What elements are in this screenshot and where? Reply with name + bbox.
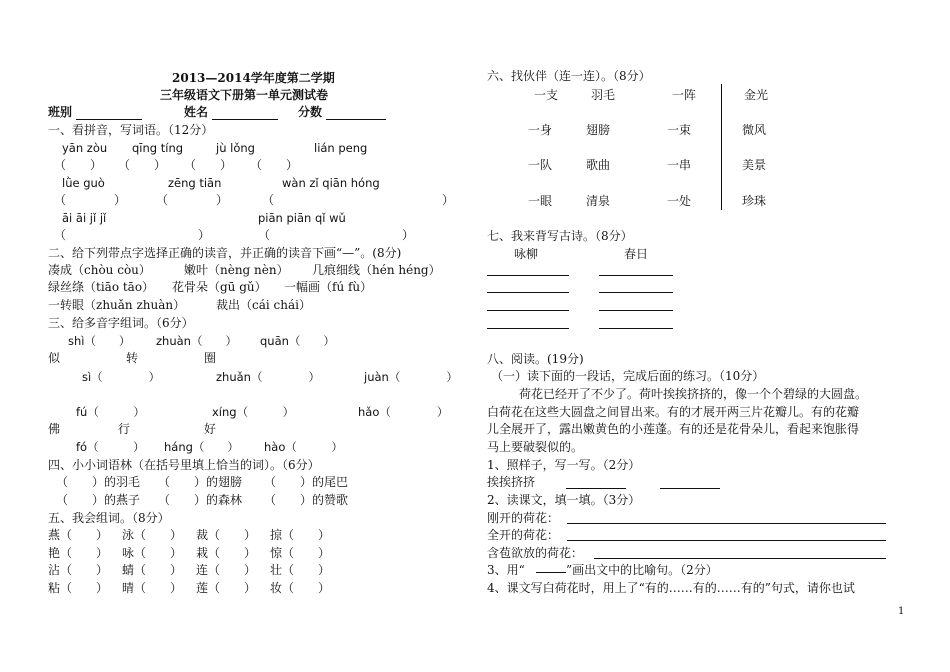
- score-label: 分数: [298, 105, 323, 119]
- word-blank[interactable]: 栽（ ）: [196, 546, 257, 560]
- polyphone-blank[interactable]: shì（ ）: [68, 334, 131, 348]
- pinyin: piān piān qǐ wǔ: [258, 211, 346, 225]
- polyphone-char: 圈: [204, 351, 217, 365]
- reading-choice[interactable]: 裁出（cái chái）: [216, 298, 311, 312]
- phrase-blank[interactable]: （ ）的燕子: [56, 493, 141, 507]
- answer-blank[interactable]: （ ）: [184, 158, 233, 172]
- poem-line[interactable]: [599, 275, 673, 276]
- polyphone-blank[interactable]: háng（ ）: [164, 440, 239, 454]
- match-item[interactable]: 翅膀: [586, 123, 611, 137]
- reading-choice[interactable]: 绿丝绦（tiāo tāo）: [48, 280, 155, 294]
- answer-line[interactable]: [567, 540, 886, 541]
- reading-choice[interactable]: 一幅画（fú fù）: [284, 280, 373, 294]
- pinyin: qīng tíng: [132, 141, 184, 155]
- poem-line[interactable]: [487, 275, 569, 276]
- polyphone-blank[interactable]: hào（ ）: [264, 440, 343, 454]
- pinyin: lǜe guò: [62, 176, 105, 190]
- word-blank[interactable]: 沾（ ）: [48, 563, 109, 577]
- word-blank[interactable]: 裁（ ）: [196, 528, 257, 542]
- word-blank[interactable]: 咏（ ）: [122, 546, 183, 560]
- word-blank[interactable]: 泳（ ）: [122, 528, 183, 542]
- word-blank[interactable]: 艳（ ）: [48, 546, 109, 560]
- pinyin: zēng tiān: [168, 176, 222, 190]
- poem-line[interactable]: [487, 310, 569, 311]
- fill-label: 含苞欲放的荷花：: [487, 546, 584, 560]
- polyphone-blank[interactable]: juàn（ ）: [364, 370, 458, 384]
- phrase-blank[interactable]: （ ）的翅膀: [158, 475, 243, 489]
- answer-line[interactable]: [594, 558, 886, 559]
- reading-subheading: （一）读下面的一段话，完成后面的练习。（10分）: [491, 369, 765, 383]
- answer-blank[interactable]: （ ）: [258, 228, 415, 242]
- word-blank[interactable]: 惊（ ）: [270, 546, 331, 560]
- match-item[interactable]: 一眼: [528, 194, 553, 208]
- pinyin: āi āi jǐ jǐ: [62, 211, 107, 225]
- polyphone-blank[interactable]: zhuàn（ ）: [156, 334, 237, 348]
- passage-line: 马上要破裂似的。: [487, 440, 584, 454]
- answer-blank[interactable]: （ ）: [54, 158, 103, 172]
- phrase-blank[interactable]: （ ）的羽毛: [56, 475, 141, 489]
- match-item[interactable]: 歌曲: [586, 158, 611, 172]
- fill-label: 全开的荷花：: [487, 528, 560, 542]
- pinyin: lián peng: [314, 141, 368, 155]
- answer-blank[interactable]: （ ）: [250, 158, 299, 172]
- section4-heading: 四、小小词语林（在括号里填上恰当的词）。（6分）: [48, 458, 320, 472]
- reading-choice[interactable]: 嫩叶（nèng nèn）: [184, 263, 289, 277]
- poem-line[interactable]: [599, 328, 673, 329]
- match-item[interactable]: 一支: [534, 88, 559, 102]
- word-blank[interactable]: 蜻（ ）: [122, 563, 183, 577]
- name-label: 姓名: [184, 105, 209, 119]
- phrase-blank[interactable]: （ ）的赞歌: [264, 493, 349, 507]
- poem-line[interactable]: [487, 328, 569, 329]
- name-blank: [212, 119, 278, 120]
- polyphone-blank[interactable]: zhuǎn（ ）: [216, 370, 320, 384]
- reading-choice[interactable]: 几痕细线（hén héng）: [312, 263, 441, 277]
- reading-choice[interactable]: 花骨朵（gū gǔ）: [172, 280, 267, 294]
- question-2: 2、读课文，填一填。（3分）: [487, 493, 641, 507]
- section8-heading: 八、阅读。(19分): [487, 352, 584, 366]
- question-3-suffix: ”画出文中的比喻句。（2分）: [566, 563, 718, 577]
- phrase-blank[interactable]: （ ）的森林: [158, 493, 243, 507]
- score-blank: [326, 119, 386, 120]
- exam-title: 三年级语文下册第一单元测试卷: [160, 88, 329, 102]
- answer-blank[interactable]: （ ）: [156, 193, 229, 207]
- polyphone-char: 佛: [48, 422, 61, 436]
- word-blank[interactable]: 掠（ ）: [270, 528, 331, 542]
- section1-heading: 一、看拼音，写词语。（12分）: [48, 123, 214, 137]
- section3-heading: 三、给多音字组词。（6分）: [48, 316, 194, 330]
- polyphone-blank[interactable]: fú（ ）: [76, 405, 145, 419]
- answer-blank[interactable]: （ ）: [54, 228, 211, 242]
- exam-title-year: 2013—2014学年度第二学期: [172, 71, 335, 85]
- word-blank[interactable]: 壮（ ）: [270, 563, 331, 577]
- polyphone-blank[interactable]: hǎo（ ）: [358, 405, 449, 419]
- word-blank[interactable]: 粘（ ）: [48, 581, 109, 595]
- answer-line[interactable]: [566, 488, 626, 489]
- page-number: 1: [898, 606, 905, 617]
- match-item[interactable]: 美景: [742, 158, 767, 172]
- question-3-prefix: 3、用“: [487, 563, 525, 577]
- answer-blank[interactable]: （ ）: [118, 158, 167, 172]
- poem-line[interactable]: [599, 292, 673, 293]
- match-item[interactable]: 一队: [528, 158, 553, 172]
- polyphone-char: 似: [48, 351, 61, 365]
- match-item[interactable]: 一身: [528, 123, 553, 137]
- match-item[interactable]: 微风: [742, 123, 767, 137]
- phrase-blank[interactable]: （ ）的尾巴: [264, 475, 349, 489]
- polyphone-blank[interactable]: xíng（ ）: [212, 405, 295, 419]
- question-4: 4、课文写白荷花时，用上了“有的……有的……有的”句式，请你也试: [487, 581, 855, 595]
- polyphone-blank[interactable]: quān（ ）: [260, 334, 335, 348]
- matching-divider: [721, 84, 722, 210]
- word-blank[interactable]: 莲（ ）: [196, 581, 257, 595]
- match-item[interactable]: 羽毛: [591, 88, 616, 102]
- class-blank: [76, 119, 142, 120]
- polyphone-char: 好: [204, 422, 217, 436]
- question-1: 1、照样子，写一写。（2分）: [487, 458, 641, 472]
- word-blank[interactable]: 燕（ ）: [48, 528, 109, 542]
- match-item[interactable]: 一阵: [672, 88, 697, 102]
- polyphone-char: 行: [118, 422, 131, 436]
- section6-heading: 六、找伙伴（连一连）。（8分）: [487, 69, 651, 83]
- word-blank[interactable]: 连（ ）: [196, 563, 257, 577]
- reading-choice[interactable]: 一转眼（zhuǎn zhuàn）: [48, 298, 186, 312]
- fill-label: 刚开的荷花：: [487, 511, 560, 525]
- word-blank[interactable]: 妆（ ）: [270, 581, 331, 595]
- pinyin: wàn zǐ qiān hóng: [282, 176, 380, 190]
- poem-title: 咏柳: [514, 247, 539, 261]
- word-blank[interactable]: 晴（ ）: [122, 581, 183, 595]
- underline-sample: [536, 572, 566, 573]
- pinyin: jù lǒng: [216, 141, 255, 155]
- polyphone-blank[interactable]: sì（ ）: [82, 370, 161, 384]
- poem-line[interactable]: [487, 292, 569, 293]
- poem-title: 春日: [624, 247, 649, 261]
- class-label: 班别: [48, 105, 73, 119]
- passage-line: 儿全展开了，露出嫩黄色的小莲蓬。有的还是花骨朵儿，看起来饱胀得: [487, 422, 860, 436]
- answer-line[interactable]: [660, 488, 720, 489]
- pinyin: yān zòu: [62, 141, 108, 155]
- passage-line: 白荷花在这些大圆盘之间冒出来。有的才展开两三片花瓣儿。有的花瓣: [487, 405, 860, 419]
- passage-line: 荷花已经开了不少了。荷叶挨挨挤挤的，像一个个碧绿的大圆盘。: [519, 387, 868, 401]
- answer-line[interactable]: [567, 523, 886, 524]
- section7-heading: 七、我来背写古诗。（8分）: [487, 229, 633, 243]
- polyphone-blank[interactable]: fó（ ）: [76, 440, 145, 454]
- poem-line[interactable]: [599, 310, 673, 311]
- answer-blank[interactable]: （ ）: [262, 193, 455, 207]
- match-item[interactable]: 一串: [667, 158, 692, 172]
- match-item[interactable]: 一束: [667, 123, 692, 137]
- match-item[interactable]: 清泉: [586, 194, 611, 208]
- answer-blank[interactable]: （ ）: [54, 193, 127, 207]
- example-word: 挨挨挤挤: [487, 475, 536, 489]
- polyphone-char: 转: [126, 351, 139, 365]
- match-item[interactable]: 珍珠: [742, 194, 767, 208]
- reading-choice[interactable]: 凑成（chòu còu）: [48, 263, 151, 277]
- match-item[interactable]: 一处: [667, 194, 692, 208]
- match-item[interactable]: 金光: [744, 88, 769, 102]
- section5-heading: 五、我会组词。（8分）: [48, 511, 170, 525]
- section2-heading: 二、给下列带点字选择正确的读音，并正确的读音下画“—”。(8分): [48, 246, 402, 260]
